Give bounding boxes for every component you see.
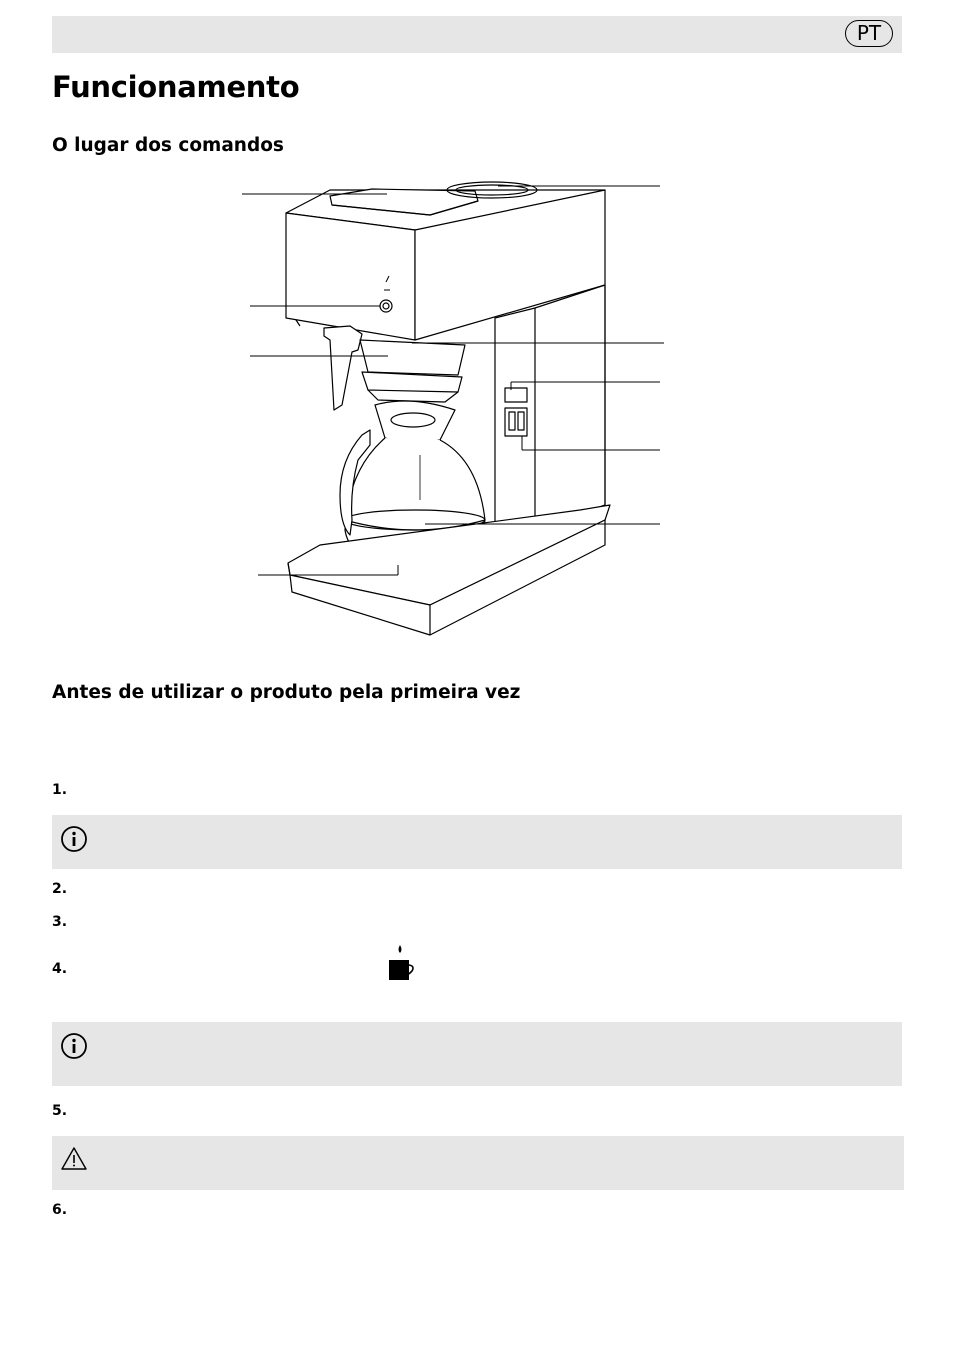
step-number: 6.	[52, 1202, 68, 1218]
language-badge: PT	[845, 20, 893, 47]
step-number: 5.	[52, 1103, 68, 1119]
step-number: 1.	[52, 782, 68, 798]
step-number: 4.	[52, 961, 68, 977]
info-icon	[60, 825, 88, 853]
coffee-machine-diagram	[230, 175, 680, 645]
section-heading-controls: O lugar dos comandos	[52, 135, 284, 156]
warning-icon	[60, 1146, 88, 1172]
step-number: 3.	[52, 914, 68, 930]
section-heading-first-use: Antes de utilizar o produto pela primeira vez	[52, 682, 521, 703]
warning-note	[52, 1136, 904, 1190]
info-note	[52, 815, 902, 869]
header-bar	[52, 16, 902, 53]
info-note	[52, 1022, 902, 1086]
step-number: 2.	[52, 881, 68, 897]
coffee-mug-icon	[386, 944, 416, 980]
page-title: Funcionamento	[52, 70, 300, 104]
info-icon	[60, 1032, 88, 1060]
